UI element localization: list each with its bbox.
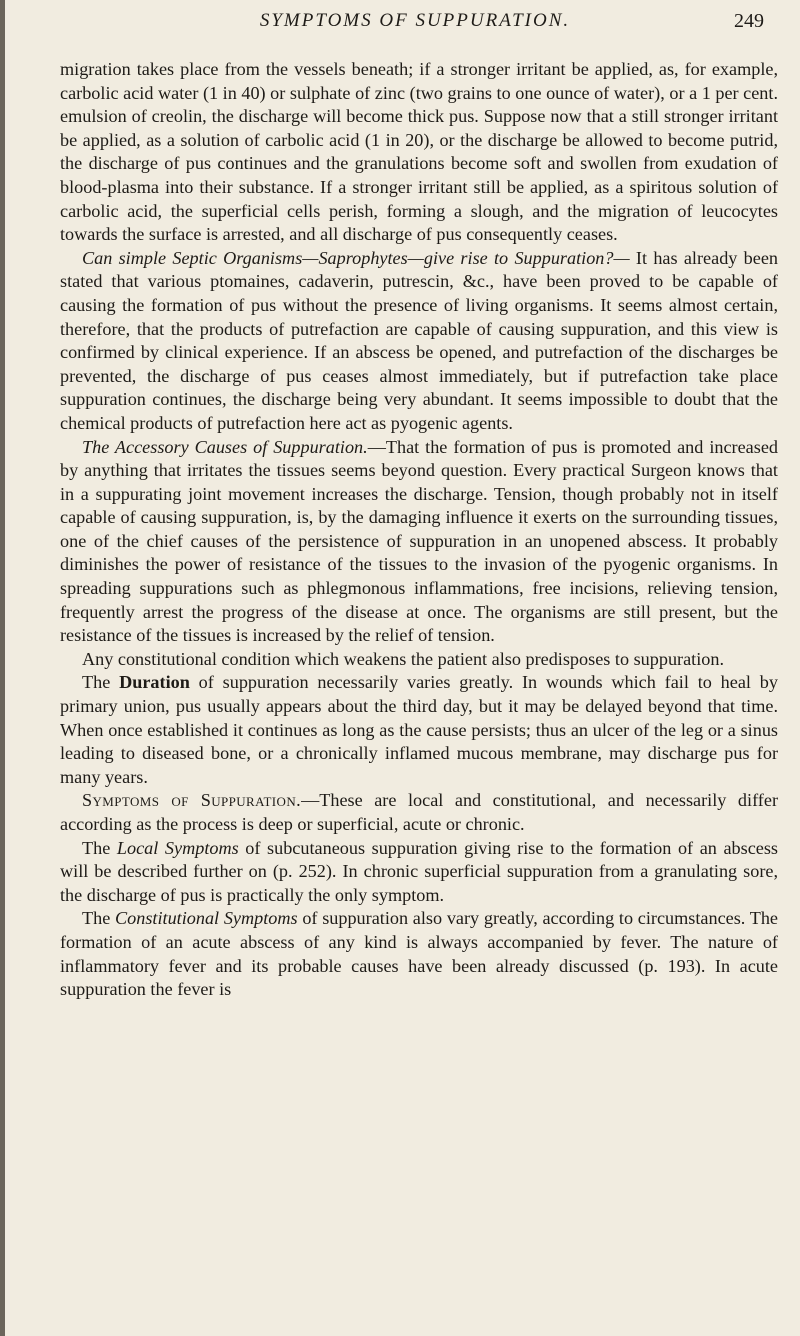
running-head: SYMPTOMS OF SUPPURATION.: [259, 10, 571, 31]
paragraph: migration takes place from the vessels beneath; if a stronger irritant be applied, as, for example, carbolic acid water (1 in 40) or sulphate of zinc (two grains to one ounce of water), or a 1 per cent. emulsion of creolin, the discharge will become thick pus. Suppose now that a still stronger irritant be applied, as a solution of carbolic acid (1 in 20), or the discharge be allowed to become putrid, the discharge of pus continues and the granulations become soft and swollen from exudation of blood-plasma into their substance. If a stronger irritant still be applied, as a spiritous solution of carbolic acid, the superficial cells perish, forming a slough, and the migration of leucocytes towards the surface is arrested, and all discharge of pus consequently ceases.: [60, 59, 778, 245]
page-number: 249: [734, 10, 764, 32]
section-heading: Symptoms of Suppuration.: [82, 790, 302, 811]
paragraph-heading: The Accessory Causes of Suppuration.: [82, 436, 368, 457]
paragraph: The Local Symptoms of subcutaneous suppuration giving rise to the formation of an abscess will be described further on (p. 252). In chronic superficial suppuration from a granulating sore, the discharge of pus is practically the only symptom.: [60, 837, 779, 905]
paragraph: The Constitutional Symptoms of suppuration also vary greatly, according to circumstances. The formation of an acute abscess of any kind is always accompanied by fever. The nature of inflammatory fever and its probable causes have been already discussed (p. 193). In acute suppuration the fever is: [60, 908, 779, 1000]
paragraph: The Duration of suppuration necessarily varies greatly. In wounds which fail to heal by primary union, pus usually appears about the third day, but it may be delayed beyond that time. When once established it continues as long as the cause persists; thus an ulcer of the leg or a sinus leading to diseased bone, or a chronically inflamed mucous membrane, may discharge pus for many years.: [60, 672, 778, 787]
paragraph: Any constitutional condition which weakens the patient also predisposes to suppuration.: [82, 648, 725, 669]
body-text: [60, 58, 778, 1002]
paragraph-heading: Duration: [119, 672, 190, 693]
paragraph-heading: Can simple Septic Organisms—Saprophytes—give rise to Suppuration?—: [82, 247, 630, 268]
paragraph: Can simple Septic Organisms—Saprophytes—give rise to Suppuration?— It has already been stated that various ptomaines, cadaverin, putrescin, &c., have been proved to be capable of causing the formation of pus without the presence of living organisms. It seems almost certain, therefore, that the products of putrefaction are capable of causing suppuration, and this view is confirmed by clinical experience. If an abscess be opened, and putrefaction of the discharges be prevented, the discharge of pus ceases almost immediately, but if putrefaction take place suppuration continues, the discharge being very abundant. It seems impossible to doubt that the chemical products of putrefaction here act as pyogenic agents.: [60, 247, 778, 433]
paragraph-heading: Local Symptoms: [116, 837, 239, 858]
page-header: [60, 8, 770, 48]
page-edge-shadow: [0, 0, 5, 1336]
paragraph: Symptoms of Suppuration.—These are local and constitutional, and necessarily differ according as the process is deep or superficial, acute or chronic.: [60, 790, 778, 834]
paragraph: The Accessory Causes of Suppuration.—That the formation of pus is promoted and increased by anything that irritates the tissues seems beyond question. Every practical Surgeon knows that in a suppurating joint movement increases the discharge. Tension, though probably not in itself capable of causing suppuration, is, by the damaging influence it exerts on the surrounding tissues, one of the chief causes of the persistence of suppuration in an unopened abscess. It probably diminishes the power of resistance of the tissues to the invasion of the pyogenic organisms. In spreading suppurations such as phlegmonous inflammations, free incisions, relieving tension, frequently arrest the progress of the disease at once. The organisms are still present, but the resistance of the tissues is increased by the relief of tension.: [60, 436, 778, 646]
paragraph-heading: Constitutional Symptoms: [115, 908, 298, 929]
